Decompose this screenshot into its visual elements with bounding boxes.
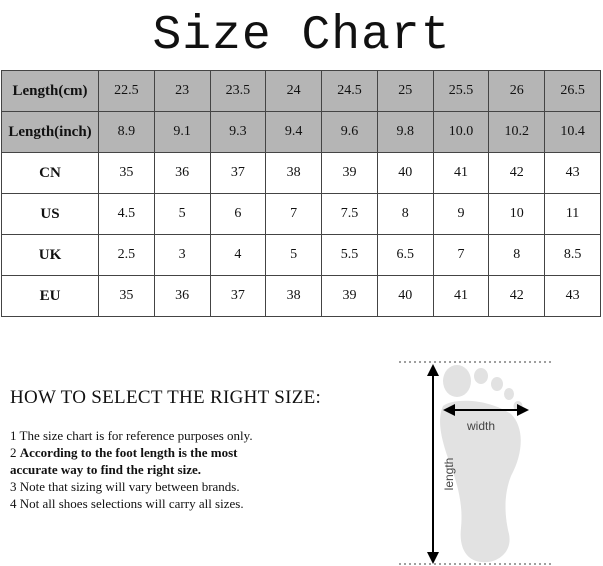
note-2-number: 2 — [10, 445, 20, 460]
table-cell: 42 — [489, 276, 545, 317]
table-cell: 3 — [154, 235, 210, 276]
row-header: UK — [2, 235, 99, 276]
table-cell: 40 — [377, 276, 433, 317]
table-cell: 39 — [322, 153, 378, 194]
table-cell: 11 — [545, 194, 601, 235]
table-cell: 42 — [489, 153, 545, 194]
table-cell: 24 — [266, 71, 322, 112]
table-cell: 23 — [154, 71, 210, 112]
table-cell: 35 — [99, 276, 155, 317]
table-row — [2, 153, 601, 194]
table-cell: 43 — [545, 153, 601, 194]
table-cell: 39 — [322, 276, 378, 317]
table-cell: 35 — [99, 153, 155, 194]
table-cell: 10.0 — [433, 112, 489, 153]
note-2-bold-line-2: accurate way to find the right size. — [10, 462, 201, 477]
note-4: 4 Not all shoes selections will carry all sizes. — [10, 496, 244, 511]
size-table — [1, 70, 601, 317]
row-header: US — [2, 194, 99, 235]
length-label: length — [442, 457, 456, 491]
table-cell: 8 — [489, 235, 545, 276]
table-cell: 9.8 — [377, 112, 433, 153]
table-cell: 6.5 — [377, 235, 433, 276]
table-cell: 5 — [266, 235, 322, 276]
table-cell: 37 — [210, 153, 266, 194]
table-cell: 40 — [377, 153, 433, 194]
foot-measure-diagram — [395, 350, 565, 566]
table-cell: 7 — [433, 235, 489, 276]
row-header: EU — [2, 276, 99, 317]
table-cell: 2.5 — [99, 235, 155, 276]
table-row — [2, 276, 601, 317]
table-cell: 43 — [545, 276, 601, 317]
table-cell: 5 — [154, 194, 210, 235]
table-cell: 36 — [154, 153, 210, 194]
table-cell: 22.5 — [99, 71, 155, 112]
table-cell: 4 — [210, 235, 266, 276]
table-cell: 10.4 — [545, 112, 601, 153]
table-cell: 6 — [210, 194, 266, 235]
table-cell: 9.6 — [322, 112, 378, 153]
table-cell: 37 — [210, 276, 266, 317]
table-cell: 9.1 — [154, 112, 210, 153]
table-cell: 9.4 — [266, 112, 322, 153]
note-1: 1 The size chart is for reference purposes only. — [10, 428, 253, 443]
page-title: Size Chart — [152, 9, 451, 63]
table-row — [2, 235, 601, 276]
table-cell: 26.5 — [545, 71, 601, 112]
table-cell: 9.3 — [210, 112, 266, 153]
guide-heading: HOW TO SELECT THE RIGHT SIZE: — [10, 387, 322, 408]
table-cell: 5.5 — [322, 235, 378, 276]
table-cell: 41 — [433, 153, 489, 194]
table-row — [2, 71, 601, 112]
table-cell: 38 — [266, 276, 322, 317]
guide-notes — [10, 427, 253, 512]
table-cell: 10 — [489, 194, 545, 235]
table-cell: 7 — [266, 194, 322, 235]
note-3: 3 Note that sizing will vary between brands. — [10, 479, 240, 494]
table-cell: 24.5 — [322, 71, 378, 112]
table-cell: 8.9 — [99, 112, 155, 153]
row-header: Length(cm) — [2, 71, 99, 112]
note-2 — [10, 444, 253, 461]
row-header: CN — [2, 153, 99, 194]
table-cell: 38 — [266, 153, 322, 194]
table-cell: 9 — [433, 194, 489, 235]
table-cell: 8.5 — [545, 235, 601, 276]
table-cell: 36 — [154, 276, 210, 317]
row-header: Length(inch) — [2, 112, 99, 153]
table-cell: 23.5 — [210, 71, 266, 112]
table-cell: 8 — [377, 194, 433, 235]
length-arrow — [427, 364, 439, 564]
table-cell: 25 — [377, 71, 433, 112]
table-row — [2, 112, 601, 153]
table-cell: 26 — [489, 71, 545, 112]
table-cell: 7.5 — [322, 194, 378, 235]
table-cell: 25.5 — [433, 71, 489, 112]
note-2-bold-line-1: According to the foot length is the most — [19, 445, 238, 460]
table-row — [2, 194, 601, 235]
table-cell: 4.5 — [99, 194, 155, 235]
table-cell: 41 — [433, 276, 489, 317]
table-cell: 10.2 — [489, 112, 545, 153]
width-label: width — [466, 419, 496, 433]
